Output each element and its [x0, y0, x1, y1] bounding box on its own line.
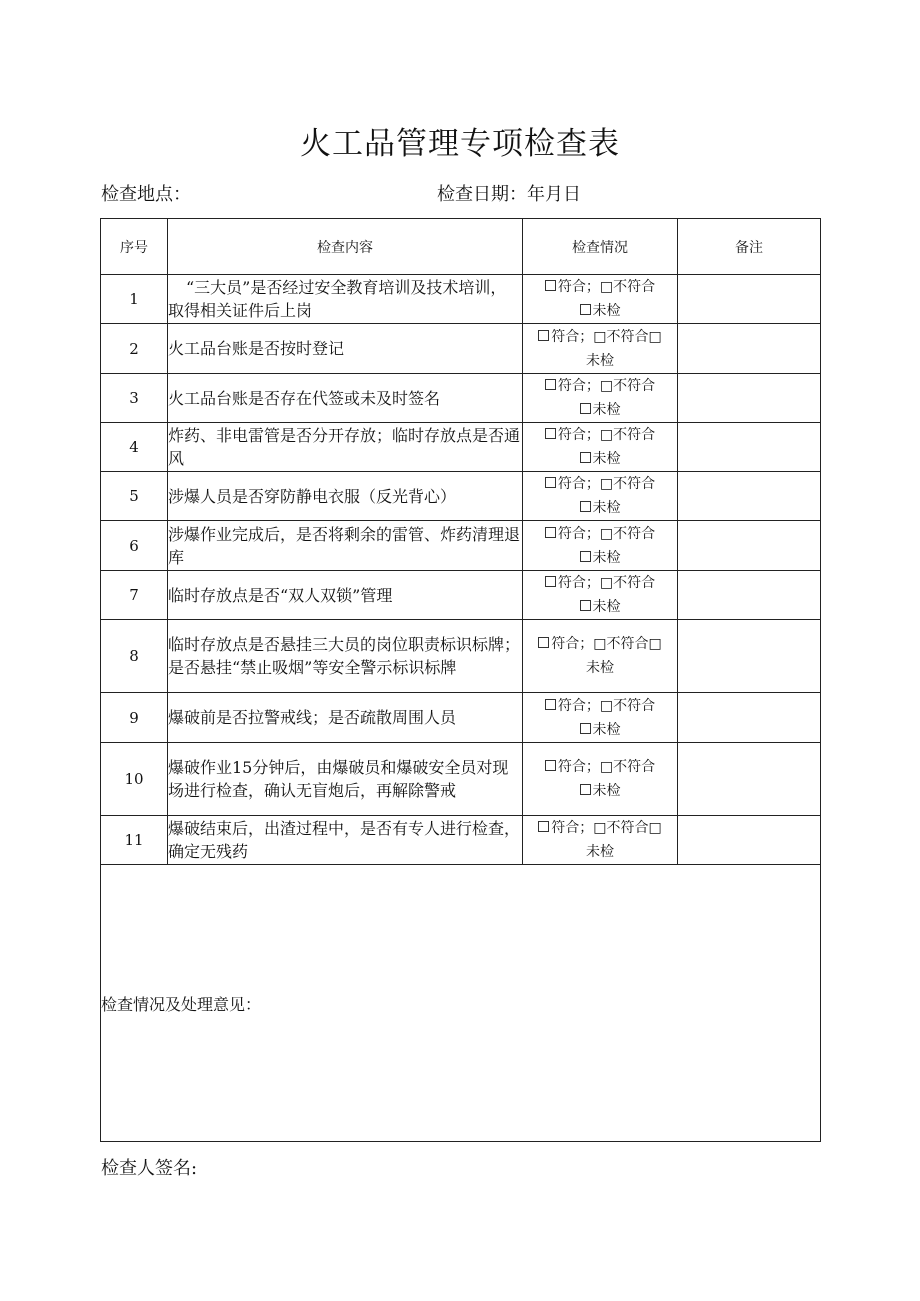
row-content: 临时存放点是否“双人双锁”管理: [168, 571, 523, 620]
table-row: [101, 816, 821, 865]
checkbox-icon[interactable]: [545, 576, 556, 587]
remark-cell[interactable]: [678, 816, 821, 865]
status-options: [523, 816, 678, 865]
table-row: [101, 521, 821, 571]
checkbox-icon[interactable]: [580, 723, 591, 734]
status-option-text: 符合；□不符合: [557, 697, 656, 714]
row-content: 临时存放点是否悬挂三大员的岗位职责标识标牌；是否悬挂“禁止吸烟”等安全警示标识标牌: [168, 620, 523, 693]
table-row: [101, 620, 821, 693]
status-option-text: 符合；□不符合: [557, 476, 656, 492]
checkbox-icon[interactable]: [545, 428, 556, 439]
status-option-text: 符合；□不符合: [557, 279, 656, 295]
status-options: [523, 693, 678, 743]
row-content: 涉爆人员是否穿防静电衣服（反光背心）: [168, 472, 523, 521]
remark-cell[interactable]: [678, 571, 821, 620]
row-content-text: “三大员”是否经过安全教育培训及技术培训，取得相关证件后上岗: [168, 278, 507, 320]
status-option-unchecked: 未检: [586, 844, 614, 860]
table-row: [101, 693, 821, 743]
status-option-unchecked: 未检: [586, 660, 614, 676]
remark-cell[interactable]: [678, 472, 821, 521]
table-row: [101, 743, 821, 816]
remark-cell[interactable]: [678, 324, 821, 374]
remark-cell[interactable]: [678, 693, 821, 743]
remark-cell[interactable]: [678, 743, 821, 816]
checkbox-icon[interactable]: [545, 280, 556, 291]
row-number: 6: [101, 521, 168, 571]
row-number: 11: [101, 816, 168, 865]
row-content: 爆破前是否拉警戒线；是否疏散周围人员: [168, 693, 523, 743]
remark-cell[interactable]: [678, 521, 821, 571]
status-options: [523, 521, 678, 571]
status-option-text: 符合；□不符合: [557, 378, 656, 394]
inspector-signature-label: 检查人签名:: [101, 1158, 198, 1179]
table-header-row: [101, 219, 821, 275]
row-number: 7: [101, 571, 168, 620]
checkbox-icon[interactable]: [580, 501, 591, 512]
status-options: [523, 620, 678, 693]
row-number: 1: [101, 275, 168, 324]
row-content: 火工品台账是否存在代签或未及时签名: [168, 374, 523, 423]
status-options: [523, 275, 678, 324]
checkbox-icon[interactable]: [538, 330, 549, 341]
status-options: [523, 374, 678, 423]
checkbox-icon[interactable]: [580, 600, 591, 611]
status-option-unchecked: 未检: [592, 303, 621, 319]
row-number: 4: [101, 423, 168, 472]
remark-cell[interactable]: [678, 275, 821, 324]
table-row: [101, 374, 821, 423]
status-option-unchecked: 未检: [592, 783, 621, 799]
checkbox-icon[interactable]: [545, 527, 556, 538]
table-row: [101, 324, 821, 374]
checkbox-icon[interactable]: [580, 403, 591, 414]
row-number: 10: [101, 743, 168, 816]
status-options: [523, 571, 678, 620]
header-remark: 备注: [678, 219, 821, 275]
checkbox-icon[interactable]: [538, 637, 549, 648]
status-option-unchecked: 未检: [592, 402, 621, 418]
row-content: 炸药、非电雷管是否分开存放；临时存放点是否通风: [168, 423, 523, 472]
checkbox-icon[interactable]: [545, 379, 556, 390]
checkbox-icon[interactable]: [545, 699, 556, 710]
remark-cell[interactable]: [678, 374, 821, 423]
page-title: 火工品管理专项检查表: [300, 126, 620, 162]
status-options: [523, 472, 678, 521]
inspection-table: [100, 218, 821, 1142]
checkbox-icon[interactable]: [580, 304, 591, 315]
status-option-unchecked: 未检: [592, 549, 621, 566]
status-option-text: 符合；□不符合□: [551, 820, 662, 836]
row-number: 5: [101, 472, 168, 521]
status-option-unchecked: 未检: [586, 352, 614, 369]
checkbox-icon[interactable]: [538, 821, 549, 832]
row-content: 爆破结束后，出渣过程中，是否有专人进行检查，确定无残药: [168, 816, 523, 865]
status-option-text: 符合；□不符合□: [551, 636, 662, 652]
status-option-unchecked: 未检: [592, 451, 621, 467]
row-content: 火工品台账是否按时登记: [168, 324, 523, 374]
inspection-date-label: 检查日期：年月日: [437, 184, 581, 205]
row-content: 爆破作业15分钟后，由爆破员和爆破安全员对现场进行检查，确认无盲炮后，再解除警戒: [168, 743, 523, 816]
row-content: 涉爆作业完成后，是否将剩余的雷管、炸药清理退库: [168, 521, 523, 571]
row-number: 2: [101, 324, 168, 374]
checkbox-icon[interactable]: [580, 784, 591, 795]
remark-cell[interactable]: [678, 423, 821, 472]
status-option-text: 符合；□不符合: [557, 575, 656, 591]
status-options: [523, 324, 678, 374]
inspection-location-label: 检查地点：: [101, 184, 191, 205]
status-option-unchecked: 未检: [592, 721, 621, 738]
row-number: 3: [101, 374, 168, 423]
checkbox-icon[interactable]: [580, 452, 591, 463]
row-content: [168, 275, 523, 324]
table-row: [101, 571, 821, 620]
table-row: [101, 423, 821, 472]
status-options: [523, 423, 678, 472]
status-option-unchecked: 未检: [592, 599, 621, 615]
checkbox-icon[interactable]: [580, 551, 591, 562]
header-no: 序号: [101, 219, 168, 275]
header-status: 检查情况: [523, 219, 678, 275]
status-option-text: 符合；□不符合□: [551, 328, 662, 345]
checkbox-icon[interactable]: [545, 477, 556, 488]
table-row: [101, 275, 821, 324]
summary-row: [101, 865, 821, 1142]
status-option-unchecked: 未检: [592, 500, 621, 516]
summary-label: 检查情况及处理意见：: [101, 994, 262, 1014]
status-option-text: 符合；□不符合: [557, 759, 656, 775]
status-options: [523, 743, 678, 816]
remark-cell[interactable]: [678, 620, 821, 693]
summary-cell[interactable]: [101, 865, 821, 1142]
status-option-text: 符合；□不符合: [557, 525, 656, 542]
table-row: [101, 472, 821, 521]
status-option-text: 符合；□不符合: [557, 427, 656, 443]
header-content: 检查内容: [168, 219, 523, 275]
checkbox-icon[interactable]: [545, 760, 556, 771]
row-number: 9: [101, 693, 168, 743]
row-number: 8: [101, 620, 168, 693]
